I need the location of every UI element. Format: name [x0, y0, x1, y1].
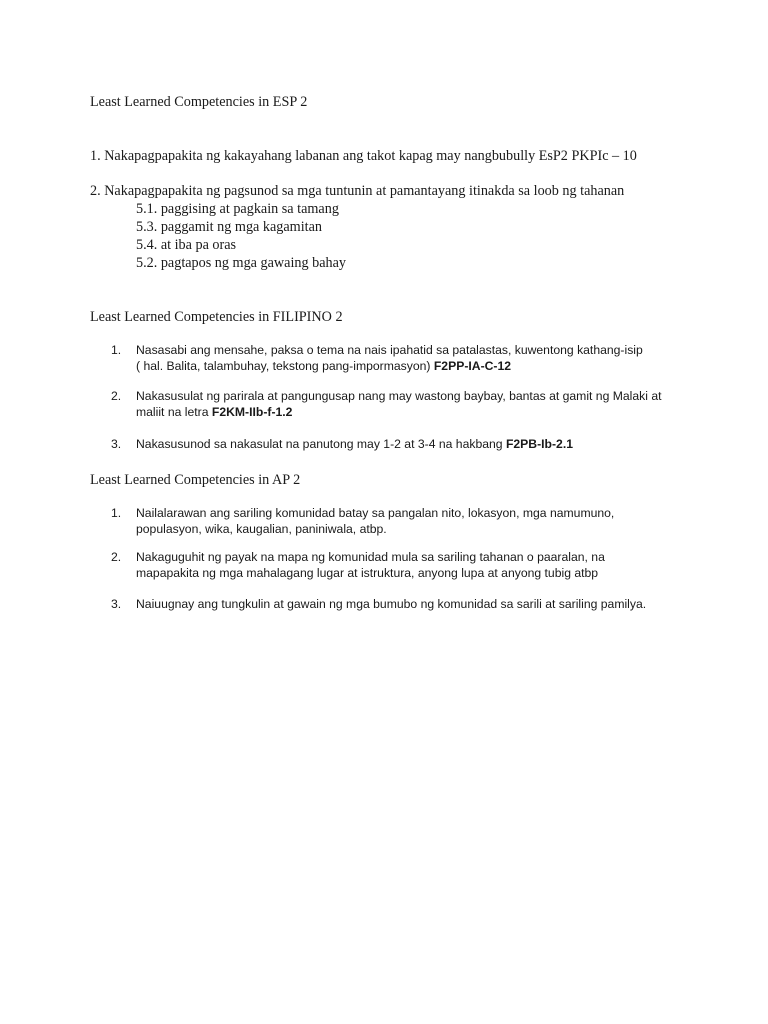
list-number: 1.: [111, 506, 122, 520]
list-item: [0, 389, 768, 423]
list-number: 2.: [111, 389, 122, 403]
esp-item-1: 1. Nakapagpapakita ng kakayahang labanan ang takot kapag may nangbubully EsP2 PKPIc – 10: [90, 148, 637, 164]
list-item-text: ( hal. Balita, talambuhay, tekstong pang-impormasyon): [136, 358, 431, 373]
list-item-text: Nakasusunod sa nakasulat na panutong may 1-2 at 3-4 na hakbang: [136, 437, 503, 451]
esp-subitem: 5.1. paggising at pagkain sa tamang: [136, 201, 339, 217]
list-item: [0, 506, 768, 540]
list-item: [0, 550, 768, 584]
list-item-text: Nakasusulat ng parirala at pangungusap nang may wastong baybay, bantas at gamit ng Malaki at: [136, 389, 662, 403]
list-number: 3.: [111, 597, 122, 611]
competency-code: F2PB-Ib-2.1: [505, 437, 573, 451]
list-item-text: Nailalarawan ang sariling komunidad batay sa pangalan nito, lokasyon, mga namumuno,: [136, 506, 615, 520]
competency-code: F2KM-IIb-f-1.2: [211, 404, 293, 419]
list-item: [0, 437, 768, 455]
ap-heading: Least Learned Competencies in AP 2: [90, 472, 301, 488]
list-item: [0, 597, 768, 615]
list-item: [0, 343, 768, 377]
esp-subitem: 5.4. at iba pa oras: [136, 237, 237, 253]
esp-subitem: 5.2. pagtapos ng mga gawaing bahay: [136, 255, 346, 271]
list-number: 3.: [111, 437, 122, 451]
list-item-text: Nasasabi ang mensahe, paksa o tema na nais ipahatid sa patalastas, kuwentong kathang-isip: [136, 343, 643, 357]
list-item-text: Nakaguguhit ng payak na mapa ng komunidad mula sa sariling tahanan o paaralan, na: [136, 550, 605, 564]
list-item-text: maliit na letra: [136, 404, 209, 419]
competency-code: F2PP-IA-C-12: [433, 358, 512, 373]
esp-item-2: 2. Nakapagpapakita ng pagsunod sa mga tuntunin at pamantayang itinakda sa loob ng tahanan: [90, 183, 625, 199]
esp-subitem: 5.3. paggamit ng mga kagamitan: [136, 219, 322, 235]
list-number: 1.: [111, 343, 122, 357]
filipino-heading: Least Learned Competencies in FILIPINO 2: [90, 309, 343, 325]
list-item-text: mapapakita ng mga mahalagang lugar at istruktura, anyong lupa at anyong tubig atbp: [136, 565, 599, 580]
list-item-text: populasyon, wika, kaugalian, paniniwala, atbp.: [136, 521, 387, 536]
list-number: 2.: [111, 550, 122, 564]
esp-heading: Least Learned Competencies in ESP 2: [90, 94, 308, 110]
list-item-text: Naiuugnay ang tungkulin at gawain ng mga bumubo ng komunidad sa sarili at sariling pamilya.: [136, 597, 647, 611]
